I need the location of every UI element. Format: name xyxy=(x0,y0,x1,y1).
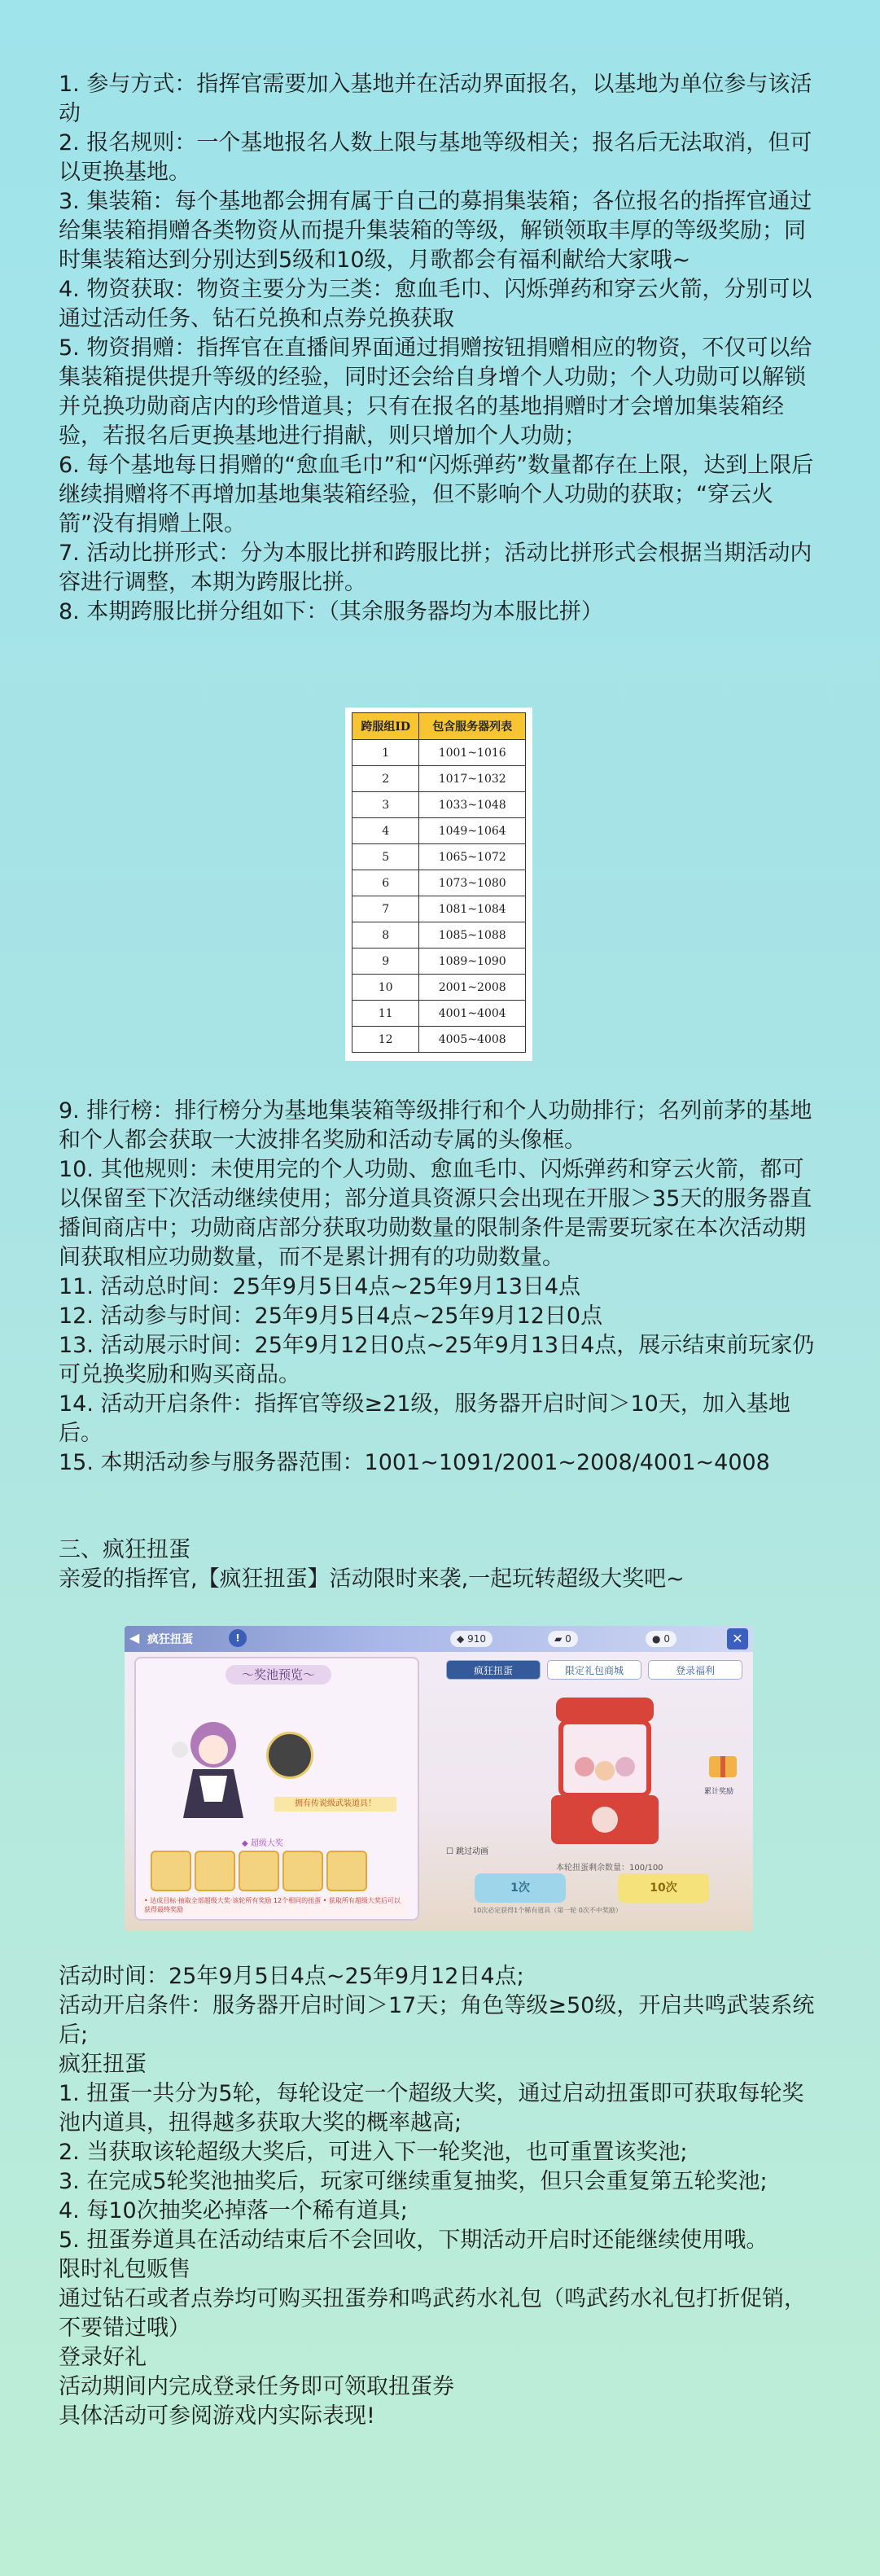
table-row xyxy=(352,896,526,922)
table-row xyxy=(352,975,526,1001)
table-header-id: 跨服组ID xyxy=(352,713,419,740)
table-cell: 4005~4008 xyxy=(419,1027,526,1053)
grand-prize-banner: 拥有传说级武装道具！ xyxy=(274,1797,396,1812)
rule-8: 8. 本期跨服比拼分组如下：（其余服务器均为本服比拼） xyxy=(59,599,603,624)
table-row xyxy=(352,818,526,844)
cumulative-reward-icon[interactable] xyxy=(704,1748,742,1785)
detail-line: 疯狂扭蛋 xyxy=(59,2052,147,2077)
table-cell: 1 xyxy=(352,740,419,766)
reward-item-icon[interactable] xyxy=(282,1851,323,1891)
pool-note: • 达成目标·抽取全部超级大奖·该轮所有奖励 12个相同的扭蛋 • 获取所有超级大奖后可以获得最终奖励 xyxy=(139,1895,408,1916)
table-cell: 4 xyxy=(352,818,419,844)
table-cell: 1073~1080 xyxy=(419,870,526,896)
rules-block xyxy=(59,70,824,627)
detail-line: 3. 在完成5轮奖池抽奖后，玩家可继续重复抽奖，但只会重复第五轮奖池; xyxy=(59,2169,768,2194)
table-cell: 1089~1090 xyxy=(419,948,526,975)
detail-line: 活动时间：25年9月5日4点~25年9月12日4点; xyxy=(59,1964,524,1989)
table-row xyxy=(352,766,526,792)
rule-14: 14. 活动开启条件：指挥官等级≥21级，服务器开启时间＞10天，加入基地后。 xyxy=(59,1391,790,1446)
rule-7: 7. 活动比拼形式：分为本服比拼和跨服比拼；活动比拼形式会根据当期活动内容进行调整，本期为跨服比拼。 xyxy=(59,541,812,595)
close-icon[interactable]: ✕ xyxy=(727,1628,748,1649)
character-illustration xyxy=(169,1712,258,1826)
detail-line: 活动开启条件：服务器开启时间＞17天；角色等级≥50级，开启共鸣武装系统后; xyxy=(59,1993,815,2048)
detail-line: 限时礼包贩售 xyxy=(59,2257,190,2282)
table-cell: 11 xyxy=(352,1001,419,1027)
rule-4: 4. 物资获取：物资主要分为三类：愈血毛巾、闪烁弹药和穿云火箭，分别可以通过活动任务、钻石兑换和点券兑换获取 xyxy=(59,277,812,331)
reward-item-icon[interactable] xyxy=(151,1851,191,1891)
reward-item-icon[interactable] xyxy=(326,1851,367,1891)
prize-pool-panel xyxy=(134,1657,419,1921)
rule-11: 11. 活动总时间：25年9月5日4点~25年9月13日4点 xyxy=(59,1274,581,1299)
table-cell: 4001~4004 xyxy=(419,1001,526,1027)
cumulative-reward-label: 累计奖励 xyxy=(704,1788,734,1796)
detail-line: 通过钻石或者点券均可购买扭蛋券和鸣武药水礼包（鸣武药水礼包打折促销，不要错过哦） xyxy=(59,2286,806,2341)
draw-footnote: 10次必定获得1个稀有道具（第一轮 0次不中奖励） xyxy=(473,1907,622,1914)
tab-gacha[interactable]: 疯狂扭蛋 xyxy=(446,1660,541,1680)
rule-10: 10. 其他规则：未使用完的个人功勋、愈血毛巾、闪烁弹药和穿云火箭，都可以保留至下次活动继续使用；部分道具资源只会出现在开服＞35天的服务器直播间商店中；功勋商店部分获取功勋数量的限制条件是需要玩家在本次活动期间获取相应功勋数量，而不是累计拥有的功勋数量。 xyxy=(59,1157,812,1270)
table-row xyxy=(352,844,526,870)
game-title: 疯狂扭蛋 xyxy=(147,1633,193,1646)
detail-line: 1. 扭蛋一共分为5轮，每轮设定一个超级大奖，通过启动扭蛋即可获取每轮奖池内道具，扭得越多获取大奖的概率越高; xyxy=(59,2081,804,2136)
table-cell: 1017~1032 xyxy=(419,766,526,792)
table-cell: 3 xyxy=(352,792,419,818)
table-cell: 1033~1048 xyxy=(419,792,526,818)
skip-animation-checkbox[interactable]: ☐ 跳过动画 xyxy=(446,1847,489,1856)
section-3-header xyxy=(59,1536,824,1594)
table-row xyxy=(352,1001,526,1027)
table-cell: 2001~2008 xyxy=(419,975,526,1001)
table-row xyxy=(352,870,526,896)
table-header-servers: 包含服务器列表 xyxy=(419,713,526,740)
table-cell: 2 xyxy=(352,766,419,792)
rules-block-2 xyxy=(59,1097,824,1478)
remaining-count: 本轮扭蛋剩余数量：100/100 xyxy=(556,1864,663,1873)
table-row xyxy=(352,922,526,948)
rule-1: 1. 参与方式：指挥官需要加入基地并在活动界面报名，以基地为单位参与该活动 xyxy=(59,72,812,126)
game-tabs xyxy=(446,1660,742,1680)
table-cell: 1065~1072 xyxy=(419,844,526,870)
rule-15: 15. 本期活动参与服务器范围：1001~1091/2001~2008/4001~4008 xyxy=(59,1450,770,1475)
draw-ten-button[interactable]: 10次 xyxy=(618,1873,709,1903)
table-header-row xyxy=(352,713,526,740)
resource-ticket xyxy=(548,1631,578,1647)
table-cell: 5 xyxy=(352,844,419,870)
back-arrow-icon[interactable]: ◀ xyxy=(129,1630,140,1645)
rule-2: 2. 报名规则：一个基地报名人数上限与基地等级相关；报名后无法取消，但可以更换基地。 xyxy=(59,130,812,185)
info-icon[interactable]: ! xyxy=(229,1629,247,1647)
table-cell: 1001~1016 xyxy=(419,740,526,766)
rule-13: 13. 活动展示时间：25年9月12日0点~25年9月13日4点，展示结束前玩家仍可兑换奖励和购买商品。 xyxy=(59,1333,815,1387)
table-cell: 7 xyxy=(352,896,419,922)
details-block xyxy=(59,1962,824,2431)
tab-limited-shop[interactable]: 限定礼包商城 xyxy=(547,1660,641,1680)
reward-item-icon[interactable] xyxy=(239,1851,279,1891)
items-title: ◆ 超级大奖 xyxy=(242,1839,283,1848)
draw-once-button[interactable]: 1次 xyxy=(475,1873,566,1903)
resource-ticket-value: 0 xyxy=(565,1633,571,1645)
resource-capsule xyxy=(646,1631,676,1647)
resource-capsule-value: 0 xyxy=(663,1633,670,1645)
table-row xyxy=(352,792,526,818)
capsule-icon: ● xyxy=(652,1633,661,1645)
tab-login-bonus[interactable]: 登录福利 xyxy=(648,1660,742,1680)
table-cell: 12 xyxy=(352,1027,419,1053)
section-intro: 亲爱的指挥官,【疯狂扭蛋】活动限时来袭,一起玩转超级大奖吧~ xyxy=(59,1566,685,1592)
grand-prize-icon[interactable] xyxy=(266,1732,313,1779)
rule-5: 5. 物资捐赠：指挥官在直播间界面通过捐赠按钮捐赠相应的物资，不仅可以给集装箱提供提升等级的经验，同时还会给自身增个人功勋；个人功勋可以解锁并兑换功勋商店内的珍惜道具；只有在报名的基地捐赠时才会增加集装箱经验，若报名后更换基地进行捐献，则只增加个人功勋； xyxy=(59,335,812,449)
table-row xyxy=(352,740,526,766)
table-cell: 1081~1084 xyxy=(419,896,526,922)
detail-line: 4. 每10次抽奖必掉落一个稀有道具; xyxy=(59,2198,408,2223)
table-cell: 9 xyxy=(352,948,419,975)
detail-line: 5. 扭蛋券道具在活动结束后不会回收，下期活动开启时还能继续使用哦。 xyxy=(59,2228,768,2253)
table-cell: 6 xyxy=(352,870,419,896)
section-title: 三、疯狂扭蛋 xyxy=(59,1537,190,1562)
rule-9: 9. 排行榜：排行榜分为基地集装箱等级排行和个人功勋排行；名列前茅的基地和个人都会获取一大波排名奖励和活动专属的头像框。 xyxy=(59,1098,812,1153)
game-screenshot xyxy=(125,1626,753,1931)
table-cell: 1049~1064 xyxy=(419,818,526,844)
server-table xyxy=(352,712,526,1053)
gem-icon: ◆ xyxy=(457,1633,465,1645)
detail-line: 登录好礼 xyxy=(59,2345,147,2370)
detail-line: 2. 当获取该轮超级大奖后，可进入下一轮奖池，也可重置该奖池; xyxy=(59,2140,688,2165)
table-row xyxy=(352,948,526,975)
detail-line: 具体活动可参阅游戏内实际表现! xyxy=(59,2403,375,2429)
skip-animation-label: 跳过动画 xyxy=(456,1847,489,1856)
server-group-table xyxy=(345,708,532,1061)
rule-6: 6. 每个基地每日捐赠的“愈血毛巾”和“闪烁弹药”数量都存在上限，达到上限后继续捐赠将不再增加基地集装箱经验，但不影响个人功勋的获取；“穿云火箭”没有捐赠上限。 xyxy=(59,453,814,537)
reward-item-icon[interactable] xyxy=(195,1851,235,1891)
gacha-machine-icon[interactable] xyxy=(540,1689,670,1852)
table-cell: 10 xyxy=(352,975,419,1001)
resource-gem xyxy=(450,1631,493,1647)
table-cell: 8 xyxy=(352,922,419,948)
pool-title: 〜奖池预览〜 xyxy=(225,1665,331,1684)
resource-gem-value: 910 xyxy=(467,1633,486,1645)
table-row xyxy=(352,1027,526,1053)
detail-line: 活动期间内完成登录任务即可领取扭蛋券 xyxy=(59,2374,454,2399)
table-cell: 1085~1088 xyxy=(419,922,526,948)
ticket-icon: ▰ xyxy=(554,1633,563,1645)
rule-3: 3. 集装箱：每个基地都会拥有属于自己的募捐集装箱；各位报名的指挥官通过给集装箱捐赠各类物资从而提升集装箱的等级，解锁领取丰厚的等级奖励；同时集装箱达到分别达到5级和10级，月歌都会有福利献给大家哦~ xyxy=(59,189,812,273)
rule-12: 12. 活动参与时间：25年9月5日4点~25年9月12日0点 xyxy=(59,1303,603,1329)
